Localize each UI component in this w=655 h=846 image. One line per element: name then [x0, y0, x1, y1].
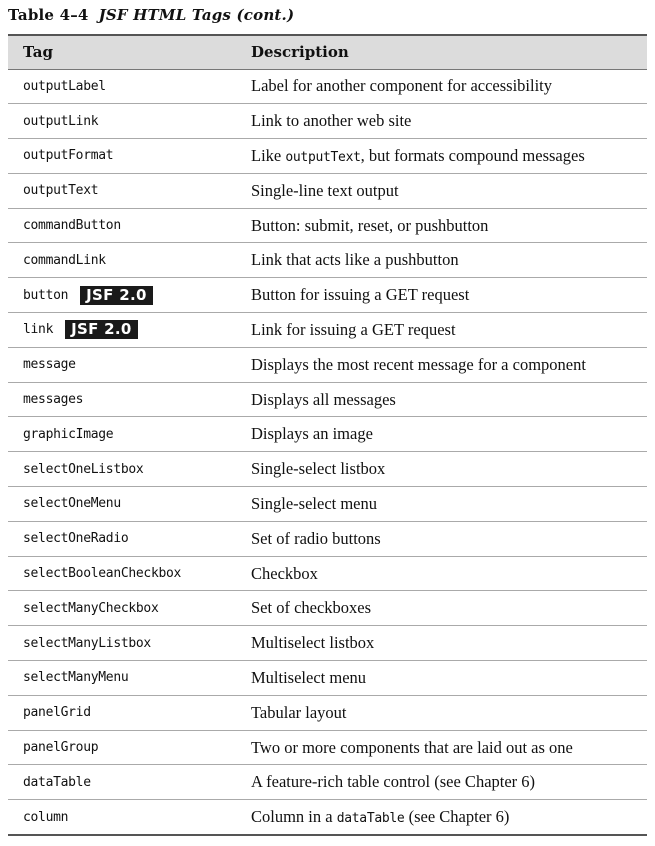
table-row [8, 347, 647, 382]
description-cell [238, 382, 647, 417]
description-text: Displays an image [251, 424, 373, 444]
table-row [8, 208, 647, 243]
description-cell [238, 730, 647, 765]
description-cell [238, 347, 647, 382]
tag-name: commandButton [23, 218, 121, 234]
tag-cell [8, 521, 238, 556]
description-text: Button for issuing a GET request [251, 285, 470, 305]
tag-name: selectOneMenu [23, 496, 121, 512]
description-text: Single-select menu [251, 493, 378, 513]
tag-cell [8, 278, 238, 313]
description-text: Column in a [251, 807, 337, 827]
table-row [8, 626, 647, 661]
tag-name: dataTable [23, 774, 91, 790]
description-text: (see Chapter 6) [404, 807, 510, 827]
description-text: Label for another component for accessibility [251, 76, 553, 96]
tag-cell [8, 556, 238, 591]
table-row [8, 417, 647, 452]
tag-name: outputFormat [23, 148, 114, 164]
tag-name: commandLink [23, 252, 106, 268]
description-text: Checkbox [251, 563, 318, 583]
tag-name: selectOneRadio [23, 531, 129, 547]
description-text: Tabular layout [251, 702, 347, 722]
description-text: , but formats compound messages [360, 145, 585, 165]
description-cell [238, 661, 647, 696]
tag-name: messages [23, 392, 84, 408]
description-cell [238, 695, 647, 730]
description-cell [238, 591, 647, 626]
description-cell [238, 313, 647, 348]
tag-cell [8, 730, 238, 765]
table-row [8, 521, 647, 556]
tag-name: column [23, 809, 69, 825]
jsf-2-0-badge: JSF 2.0 [80, 286, 153, 305]
description-cell [238, 800, 647, 835]
table-row [8, 765, 647, 800]
table-row [8, 695, 647, 730]
tag-cell [8, 313, 238, 348]
tag-name: outputLink [23, 113, 99, 129]
description-cell [238, 243, 647, 278]
table-row [8, 382, 647, 417]
description-text: Displays all messages [251, 389, 396, 409]
tag-cell [8, 382, 238, 417]
tag-name: panelGroup [23, 740, 99, 756]
tag-name: selectBooleanCheckbox [23, 566, 182, 582]
description-text: Displays the most recent message for a component [251, 354, 586, 374]
description-cell [238, 173, 647, 208]
tag-name: outputLabel [23, 78, 106, 94]
description-text: Single-line text output [251, 180, 399, 200]
description-text: Set of checkboxes [251, 598, 372, 618]
table-number: Table 4–4 [8, 6, 89, 24]
description-cell [238, 69, 647, 104]
tag-cell [8, 208, 238, 243]
tag-cell [8, 452, 238, 487]
table-row [8, 69, 647, 104]
tag-name: message [23, 357, 76, 373]
tag-cell [8, 139, 238, 174]
table-row [8, 104, 647, 139]
tag-name: selectOneListbox [23, 461, 144, 477]
table-row [8, 139, 647, 174]
description-cell [238, 487, 647, 522]
tag-cell [8, 591, 238, 626]
table-caption [8, 6, 294, 24]
table-row [8, 313, 647, 348]
table-row [8, 487, 647, 522]
description-cell [238, 139, 647, 174]
tag-cell [8, 104, 238, 139]
table-row [8, 452, 647, 487]
description-cell [238, 208, 647, 243]
table-row [8, 278, 647, 313]
table-row [8, 591, 647, 626]
description-cell [238, 278, 647, 313]
table-body [8, 69, 647, 835]
description-cell [238, 452, 647, 487]
tag-cell [8, 487, 238, 522]
column-header-description: Description [238, 35, 647, 69]
description-cell [238, 765, 647, 800]
description-text: Like [251, 145, 286, 165]
tag-name: selectManyCheckbox [23, 600, 159, 616]
description-code: dataTable [336, 811, 405, 827]
jsf-2-0-badge: JSF 2.0 [65, 320, 138, 339]
tag-name: selectManyMenu [23, 670, 129, 686]
tag-name: button [23, 287, 69, 303]
table-title: JSF HTML Tags (cont.) [98, 6, 295, 24]
description-cell [238, 556, 647, 591]
tag-name: panelGrid [23, 705, 91, 721]
description-text: Two or more components that are laid out as one [251, 737, 573, 757]
table-header-row [8, 35, 647, 69]
table-row [8, 243, 647, 278]
description-text: Multiselect listbox [251, 633, 375, 653]
description-cell [238, 104, 647, 139]
description-text: Multiselect menu [251, 667, 367, 687]
tag-cell [8, 69, 238, 104]
description-code: outputText [285, 149, 361, 165]
tag-cell [8, 347, 238, 382]
tag-cell [8, 173, 238, 208]
tag-name: selectManyListbox [23, 635, 151, 651]
tag-name: graphicImage [23, 426, 114, 442]
tag-cell [8, 661, 238, 696]
table-row [8, 800, 647, 835]
description-cell [238, 521, 647, 556]
tag-cell [8, 243, 238, 278]
table-row [8, 730, 647, 765]
description-text: Set of radio buttons [251, 528, 381, 548]
description-cell [238, 626, 647, 661]
tag-name: outputText [23, 183, 99, 199]
description-text: Button: submit, reset, or pushbutton [251, 215, 489, 235]
tag-cell [8, 417, 238, 452]
tag-cell [8, 800, 238, 835]
description-text: A feature-rich table control (see Chapter 6) [251, 772, 536, 792]
table-row [8, 173, 647, 208]
description-text: Link to another web site [251, 111, 412, 131]
jsf-html-tags-table [8, 34, 647, 836]
tag-cell [8, 695, 238, 730]
table-row [8, 661, 647, 696]
table-row [8, 556, 647, 591]
tag-cell [8, 626, 238, 661]
description-text: Link that acts like a pushbutton [251, 250, 459, 270]
description-cell [238, 417, 647, 452]
tag-name: link [23, 322, 54, 338]
tag-cell [8, 765, 238, 800]
column-header-tag: Tag [8, 35, 238, 69]
description-text: Single-select listbox [251, 459, 386, 479]
description-text: Link for issuing a GET request [251, 319, 456, 339]
